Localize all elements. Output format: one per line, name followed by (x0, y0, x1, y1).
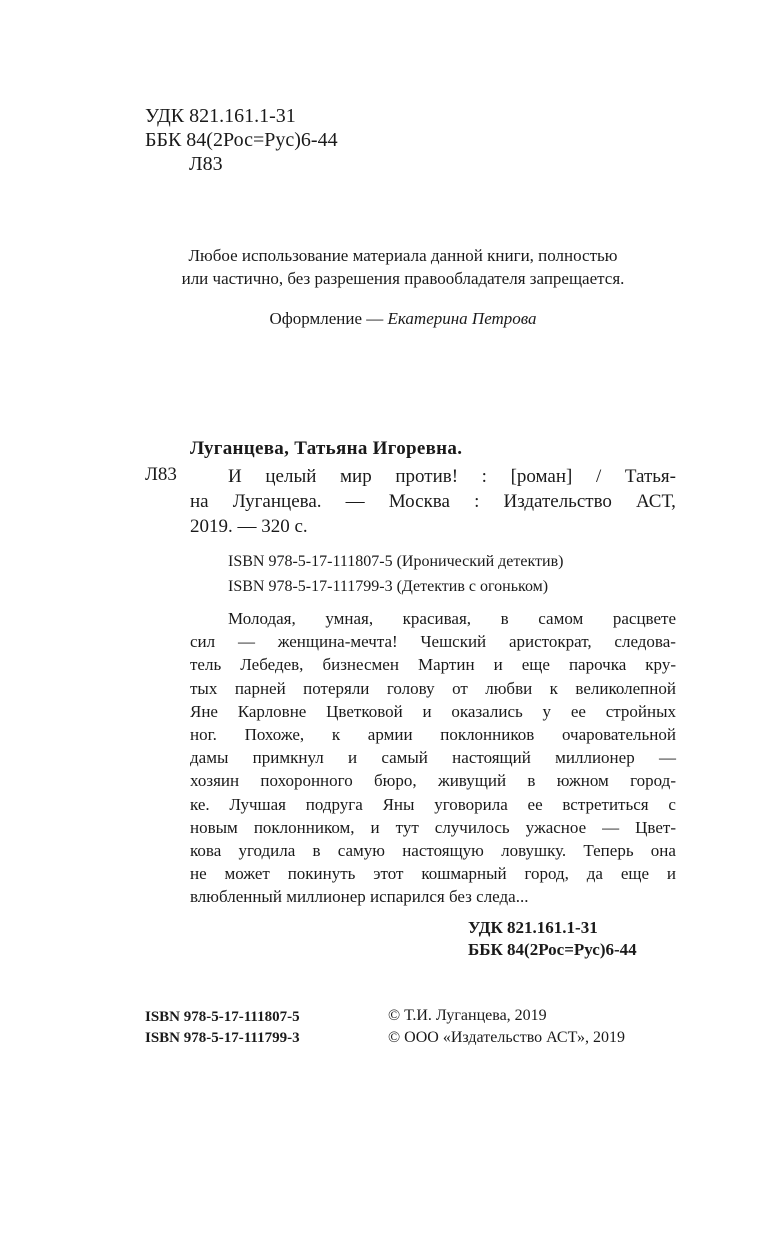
word: кошмарный (421, 864, 507, 884)
word: Луганцева. (232, 491, 322, 512)
word: потеряли (303, 678, 370, 698)
word: поклонников (440, 725, 535, 745)
text-line (190, 769, 676, 792)
design-credit (0, 309, 768, 329)
text-line (190, 746, 676, 769)
text-line (190, 793, 676, 816)
word: к (331, 725, 341, 745)
word: бизнесмен (322, 655, 399, 675)
word: и (370, 817, 380, 837)
word: красивая, (402, 609, 472, 628)
copyright-entry: © ООО «Издательство АСТ», 2019 (388, 1029, 625, 1046)
author-heading: Луганцева, Татьяна Игоревна. (190, 438, 463, 459)
word: дамы (190, 748, 229, 768)
word: женщина-мечта! (277, 632, 398, 652)
word: голову (386, 678, 435, 698)
word: от (452, 678, 468, 698)
word: этот (373, 864, 404, 884)
text-line (190, 607, 676, 630)
word: 2019. — 320 с. (190, 516, 308, 537)
word: великолепной (575, 678, 676, 698)
word: и (422, 701, 432, 721)
word: любви (485, 678, 533, 698)
word: у (542, 701, 552, 721)
word: следова- (614, 632, 676, 652)
word: самый (381, 748, 428, 768)
copyright-notice (0, 244, 768, 290)
word: уговорила (434, 794, 508, 814)
bbk-code: ББК 84(2Рос=Рус)6-44 (468, 940, 637, 959)
word: в (500, 609, 509, 628)
word: примкнул (252, 748, 324, 768)
word: / (595, 466, 602, 487)
notice-line: Любое использование материала данной книги, полностью (188, 246, 618, 265)
text-line (190, 653, 676, 676)
text-line (190, 885, 676, 908)
word: Теперь (583, 841, 634, 861)
word: целый (265, 466, 317, 487)
word: Цвет- (635, 817, 676, 837)
word: и (493, 655, 503, 675)
word: город- (630, 771, 676, 791)
word: расцвете (612, 609, 676, 628)
word: ног. (190, 725, 217, 745)
word: на (190, 491, 209, 512)
word: самую (337, 841, 385, 861)
word: Цветковой (326, 701, 403, 721)
word: покинуть (287, 864, 356, 884)
isbn-entry: ISBN 978-5-17-111799-3 (Детектив с огоньком) (228, 578, 549, 595)
word: встретиться (562, 794, 649, 814)
word: Молодая, (228, 609, 296, 628)
word: аристократ, (508, 632, 592, 652)
text-line (190, 839, 676, 862)
word: в (527, 771, 536, 791)
word: к (549, 678, 558, 698)
design-label: Оформление — (269, 309, 384, 328)
copyright-entry: © Т.И. Луганцева, 2019 (388, 1007, 547, 1024)
word: ее (570, 701, 586, 721)
word: бюро, (374, 771, 417, 791)
card-author-mark: Л83 (145, 464, 177, 485)
word: хозяин (190, 771, 240, 791)
text-line (190, 677, 676, 700)
word: кру- (645, 655, 676, 675)
word: — (658, 748, 676, 768)
word: сил (190, 632, 216, 652)
word: новым (190, 817, 238, 837)
word: Москва (388, 491, 450, 512)
author-mark: Л83 (189, 153, 223, 175)
word: Карловне (237, 701, 307, 721)
word: может (224, 864, 270, 884)
word: : (474, 491, 480, 512)
classification-codes-top (145, 104, 338, 176)
word: южном (556, 771, 609, 791)
text-line (190, 489, 676, 514)
word: очаровательной (561, 725, 676, 745)
text-line (190, 862, 676, 885)
text-line (190, 723, 676, 746)
annotation (190, 607, 676, 909)
isbn-entry: ISBN 978-5-17-111807-5 (Иронический детектив) (228, 553, 564, 570)
word: еще (521, 655, 550, 675)
word: Яне (190, 701, 218, 721)
word: Мартин (417, 655, 475, 675)
word: ке. (190, 794, 210, 814)
word: ловушку. (501, 841, 567, 861)
designer-name: Екатерина Петрова (387, 309, 537, 328)
word: живущий (437, 771, 507, 791)
word: — (345, 491, 365, 512)
word: Похоже, (244, 725, 305, 745)
word: и (666, 864, 676, 884)
word: — (602, 817, 620, 837)
word: самом (538, 609, 584, 628)
word: И (228, 466, 242, 487)
word: тых (190, 678, 218, 698)
word: ужасное (525, 817, 587, 837)
word: тель (190, 655, 222, 675)
copyright-lines (388, 1005, 625, 1049)
text-line (190, 816, 676, 839)
word: миллионер (555, 748, 635, 768)
bbk-code: ББК 84(2Рос=Рус)6-44 (145, 129, 338, 151)
word: Издательство (503, 491, 612, 512)
word: подруга (305, 794, 363, 814)
word: АСТ, (636, 491, 676, 512)
word: против! (395, 466, 459, 487)
notice-line: или частично, без разрешения правообладателя запрещается. (181, 269, 625, 288)
udk-code: УДК 821.161.1-31 (145, 105, 296, 127)
word: мир (340, 466, 372, 487)
word: с (668, 794, 676, 814)
word: ее (527, 794, 543, 814)
word: — (237, 632, 255, 652)
isbn-list (228, 549, 563, 599)
word: и (347, 748, 358, 768)
word: : (481, 466, 487, 487)
word: стройных (605, 701, 676, 721)
word: тут (395, 817, 419, 837)
word: угодила (238, 841, 296, 861)
isbn-entry: ISBN 978-5-17-111799-3 (145, 1030, 300, 1046)
word: кова (190, 841, 222, 861)
word: Татья- (624, 466, 676, 487)
word: она (650, 841, 676, 861)
word: да (586, 864, 603, 884)
word: оказались (451, 701, 523, 721)
word: Чешский (420, 632, 487, 652)
word: [роман] (510, 466, 573, 487)
bibliographic-description (190, 464, 676, 539)
word: в (312, 841, 321, 861)
word: умная, (325, 609, 374, 628)
word: парней (234, 678, 286, 698)
word: армии (367, 725, 413, 745)
word: город, (524, 864, 569, 884)
text-line (190, 464, 676, 489)
word: не (190, 864, 207, 884)
word: Яны (382, 794, 415, 814)
classification-codes-bottom (468, 917, 637, 961)
word: еще (620, 864, 650, 884)
word: парочка (568, 655, 627, 675)
text-line (190, 630, 676, 653)
word: случилось (434, 817, 510, 837)
udk-code: УДК 821.161.1-31 (468, 918, 598, 937)
text-line (190, 700, 676, 723)
isbn-entry: ISBN 978-5-17-111807-5 (145, 1009, 300, 1025)
word: настоящую (402, 841, 484, 861)
word: Лебедев, (240, 655, 304, 675)
footer-isbns (145, 1007, 300, 1049)
word: поклонником, (253, 817, 355, 837)
word: настоящий (452, 748, 531, 768)
word: влюбленный миллионер испарился без следа... (190, 887, 529, 907)
text-line (190, 514, 676, 539)
word: Лучшая (229, 794, 287, 814)
word: похоронного (260, 771, 353, 791)
